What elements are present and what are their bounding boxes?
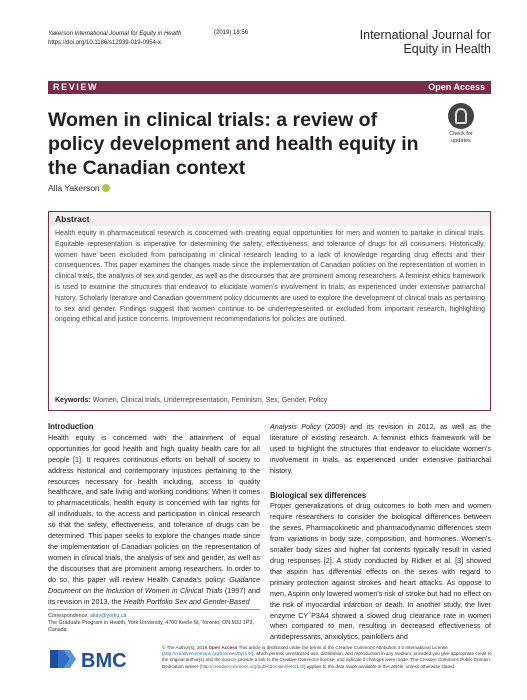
keywords: [55, 396, 485, 406]
author-line: [48, 183, 110, 193]
author-name[interactable]: Alla Yakerson: [48, 183, 100, 193]
correspondence-email[interactable]: allay@yorku.ca: [90, 613, 127, 619]
bmc-logo: [50, 646, 150, 672]
check-for-updates-label: Check for updates: [449, 131, 473, 144]
svg-text:BMC: BMC: [81, 650, 127, 672]
affiliation: The Graduate Program in Health, York University, 4700 Keele St, Toronto, ON M3J 1P3, Canada: [48, 620, 254, 633]
article-title: Women in clinical trials: a review of policy development and health equity in the Canadian context: [48, 109, 419, 179]
correspondence-note: [48, 609, 260, 634]
body-column-left: [48, 422, 260, 607]
introduction-continued: Analysis Policy (2009) and its revision in 2012, as well as the literature of existing research. A feminist ethics framework will be used to highlight the structures that endeavor to elucidate women's involvement in trials, as experienced under extensive patriarchal history.: [270, 422, 492, 475]
abstract-header: [49, 212, 490, 226]
citation-header: [48, 30, 181, 47]
correspondence-label: Correspondence:: [48, 613, 89, 619]
check-for-updates-icon: [448, 103, 474, 129]
doi-link[interactable]: https://doi.org/10.1186/s12939-019-0954-x: [48, 39, 161, 46]
introduction-paragraph: Health equity is concerned with the attainment of equal opportunities for good health and high quality health care for all people [1]. It requires continuous efforts on behalf of society to address historical and contemporary injustices pertaining to the resources necessary for health including, access to quality healthcare, and safe living and working conditions. When it comes to pharmaceuticals, health equity is concerned with fair rights for all individuals, to the access and participation in clinical research so that the safety, effectiveness, and tolerance of drugs can be determined. This paper seeks to explore the changes made since the implementation of Canadian policies on the representation of women in clinical trials, the analysis of sex and gender, as well as the discourses that are prominent among researchers. In order to do so, this paper will review Health Canada's policy: Guidance Document on the Inclusion of Women in Clinical Trials (1997) and its revision in 2013, the Health Portfolio Sex and Gender-Based: [48, 432, 260, 606]
policy-title-2009: Health Portfolio Sex and Gender-Based: [123, 596, 250, 606]
citation-line: Yakerson International Journal for Equity in Health: [48, 31, 182, 37]
biological-sex-heading: Biological sex differences: [270, 490, 367, 500]
body-column-right: [270, 422, 491, 643]
biological-sex-paragraph: Proper generalizations of drug outcomes to both men and women require researchers to consider the biological differences between the sexes. Pharmacokinetic and pharmacodynamic differences stem from variations in body size, composition, and hormones. Women's smaller body sizes and higher fat contents typically result in varied drug responses [2]. A study conducted by Ridker et al. [3] showed that aspirin has differential effects on the sexes with regard to primary protection against strokes and heart attacks. As oppose to men, Aspirin only lowered women's risk of stroke but had no effect on the risk of myocardial infarction or death. In another study, the liver enzyme CY P3A4 showed a slowed drug clearance rate in women when compared to men, resulting in decreased effectiveness of antidepressants, anxiolytics, painkillers and: [270, 501, 491, 642]
policy-title-1997: Guidance Document on the Inclusion of Women in Clinical Trials: [48, 574, 260, 595]
license-footer: © The Author(s). 2019 Open Access This article is distributed under the terms of the Creative Commons Attribution 4.0 International License (http://creativecommons.org/licenses/by/4.0/), which permits unrestricted use, distribution, and reproduction in any medium, provided you give appropriate credit to the original author(s) and the source, provide a link to the Creative Commons license, and indicate if changes were made. The Creative Commons Public Domain Dedication waiver (http://creativecommons.org/publicdomain/zero/1.0/) applies to the data made available in this article, unless otherwise stated.: [162, 645, 492, 669]
public-domain-link[interactable]: http://creativecommons.org/publicdomain/zero/1.0/: [201, 663, 304, 669]
open-access-footer-label: Open Access: [208, 645, 238, 650]
open-access-label: Open Access: [428, 82, 485, 92]
license-link[interactable]: http://creativecommons.org/licenses/by/4.0/: [163, 651, 252, 657]
keywords-label: Keywords:: [55, 397, 91, 404]
journal-title: International Journal for Equity in Health: [359, 28, 491, 56]
keywords-list: Women, Clinical trials, Underrepresentation, Feminism, Sex, Gender, Policy: [92, 397, 328, 404]
check-for-updates-button[interactable]: [440, 103, 482, 144]
year-pages: (2019) 18:56: [214, 30, 249, 36]
abstract-heading: Abstract: [55, 214, 90, 224]
article-type-label: REVIEW: [53, 82, 99, 92]
abstract-text: Health equity in pharmaceutical research is concerned with creating equal opportunities for men and women to partake in clinical trials. Equitable representation is imperative for determining the safety, effectiveness, and tolerance of drugs for all consumers. Historically, women have been excluded from participating in clinical research leading to a lack of knowledge regarding drug effects and their consequences. This paper examines the changes made since the implementation of Canadian policies on the representation of women in clinical trials, the analysis of sex and gender, as well as the discourses that are prominent among researchers. A feminist ethics framework is used to examine the structures that endeavor to elucidate women's involvement in trials, as experienced under extensive patriarchal history. Scholarly literature and Canadian government policy documents are used to explore the development of clinical trials as pertaining to sex and gender. Findings suggest that women continue to be underrepresented or excluded from important research, highlighting ongoing ethical and justice concerns. Improvement recommendations for policies are outlined.: [55, 230, 485, 324]
article-type-banner: [48, 81, 491, 94]
orcid-icon[interactable]: [102, 184, 110, 192]
abstract-box: [48, 211, 491, 411]
introduction-heading: Introduction: [48, 422, 94, 431]
